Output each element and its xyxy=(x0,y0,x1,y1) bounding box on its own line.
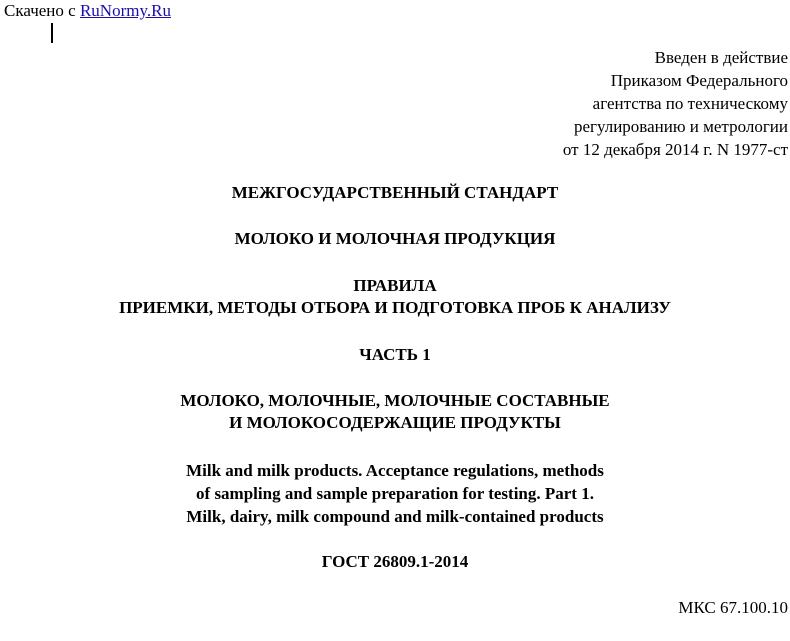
source-link[interactable]: RuNormy.Ru xyxy=(79,1,171,20)
source-line xyxy=(4,1,171,21)
gost-number: ГОСТ 26809.1-2014 xyxy=(321,552,469,571)
enactment-line: Введен в действие xyxy=(654,48,788,67)
subject-line: МОЛОКО, МОЛОЧНЫЕ, МОЛОЧНЫЕ СОСТАВНЫЕ xyxy=(180,391,610,410)
part-heading: ЧАСТЬ 1 xyxy=(359,345,431,364)
product-heading: МОЛОКО И МОЛОЧНАЯ ПРОДУКЦИЯ xyxy=(234,229,556,248)
rules-line: ПРАВИЛА xyxy=(353,276,437,295)
english-line: of sampling and sample preparation for testing. Part 1. xyxy=(196,484,594,503)
rules-line: ПРИЕМКИ, МЕТОДЫ ОТБОРА И ПОДГОТОВКА ПРОБ К АНАЛИЗУ xyxy=(119,298,671,317)
enactment-line: регулированию и метрологии xyxy=(573,117,788,136)
english-line: Milk, dairy, milk compound and milk-contained products xyxy=(186,507,604,526)
enactment-line: от 12 декабря 2014 г. N 1977-ст xyxy=(562,140,788,159)
subject-line: И МОЛОКОСОДЕРЖАЩИЕ ПРОДУКТЫ xyxy=(229,413,561,432)
subject-heading xyxy=(0,390,790,434)
enactment-block xyxy=(563,46,788,161)
mks-code: МКС 67.100.10 xyxy=(678,598,788,617)
enactment-line: Приказом Федерального xyxy=(610,71,788,90)
enactment-line: агентства по техническому xyxy=(592,94,788,113)
text-cursor xyxy=(51,23,53,43)
rules-heading xyxy=(0,275,790,319)
standard-type-heading: МЕЖГОСУДАРСТВЕННЫЙ СТАНДАРТ xyxy=(231,183,559,202)
source-prefix: Скачено с xyxy=(4,1,76,20)
english-line: Milk and milk products. Acceptance regulations, methods xyxy=(186,461,604,480)
english-title xyxy=(0,459,790,528)
